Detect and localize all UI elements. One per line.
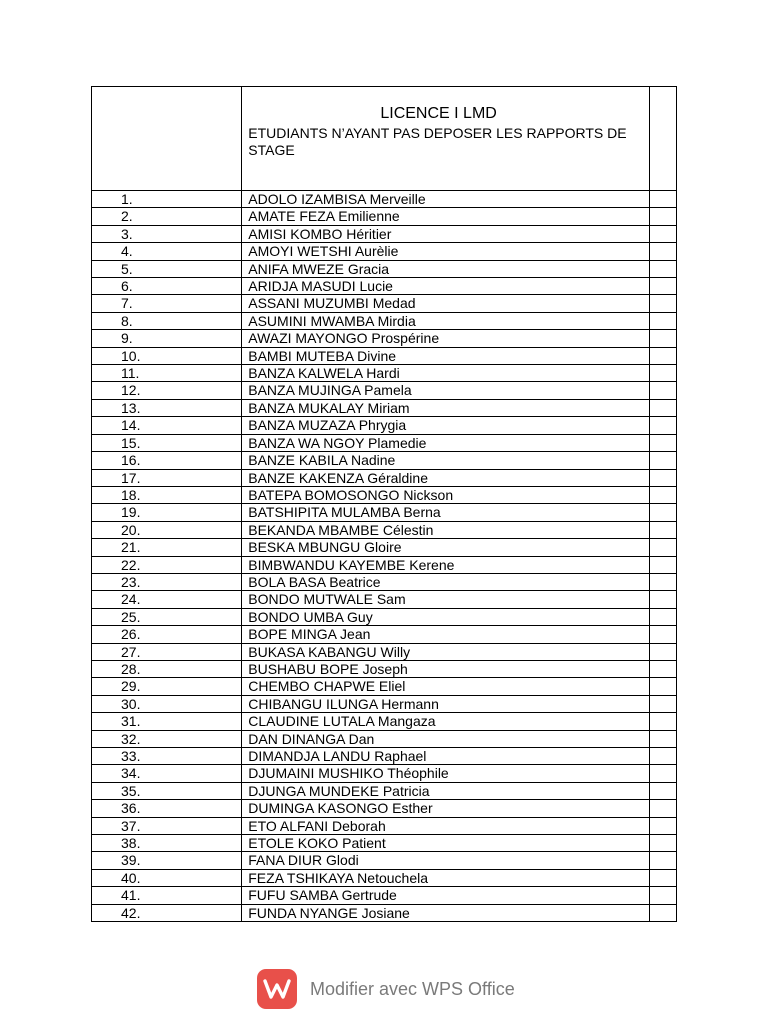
table-row — [92, 469, 677, 486]
table-row — [92, 748, 677, 765]
row-extra-cell — [649, 556, 676, 573]
row-number: 25. — [92, 608, 242, 625]
student-name: AMISI KOMBO Héritier — [242, 225, 650, 242]
student-name: CHIBANGU ILUNGA Hermann — [242, 695, 650, 712]
row-extra-cell — [649, 591, 676, 608]
row-number: 5. — [92, 260, 242, 277]
row-extra-cell — [649, 817, 676, 834]
row-extra-cell — [649, 521, 676, 538]
table-row — [92, 347, 677, 364]
row-number: 14. — [92, 417, 242, 434]
table-row — [92, 556, 677, 573]
row-number: 36. — [92, 800, 242, 817]
row-number: 29. — [92, 678, 242, 695]
table-row — [92, 504, 677, 521]
table-row — [92, 835, 677, 852]
table-row — [92, 225, 677, 242]
table-row — [92, 695, 677, 712]
row-number: 18. — [92, 486, 242, 503]
row-number: 11. — [92, 365, 242, 382]
student-name: BATSHIPITA MULAMBA Berna — [242, 504, 650, 521]
table-row — [92, 452, 677, 469]
student-name: DAN DINANGA Dan — [242, 730, 650, 747]
row-extra-cell — [649, 852, 676, 869]
row-number: 10. — [92, 347, 242, 364]
student-name: ETOLE KOKO Patient — [242, 835, 650, 852]
student-name: ARIDJA MASUDI Lucie — [242, 278, 650, 295]
row-extra-cell — [649, 835, 676, 852]
row-number: 6. — [92, 278, 242, 295]
table-row — [92, 312, 677, 329]
table-row — [92, 382, 677, 399]
row-extra-cell — [649, 452, 676, 469]
student-name: FUFU SAMBA Gertrude — [242, 887, 650, 904]
student-name: BATEPA BOMOSONGO Nickson — [242, 486, 650, 503]
row-number: 39. — [92, 852, 242, 869]
table-row — [92, 243, 677, 260]
row-number: 15. — [92, 434, 242, 451]
row-number: 24. — [92, 591, 242, 608]
student-name: DJUMAINI MUSHIKO Théophile — [242, 765, 650, 782]
student-name: BOPE MINGA Jean — [242, 626, 650, 643]
table-row — [92, 800, 677, 817]
row-number: 23. — [92, 573, 242, 590]
row-extra-cell — [649, 486, 676, 503]
student-name: FEZA TSHIKAYA Netouchela — [242, 869, 650, 886]
row-extra-cell — [649, 660, 676, 677]
student-name: DUMINGA KASONGO Esther — [242, 800, 650, 817]
table-row — [92, 869, 677, 886]
table-row — [92, 365, 677, 382]
row-number: 32. — [92, 730, 242, 747]
row-number: 28. — [92, 660, 242, 677]
row-number: 3. — [92, 225, 242, 242]
row-number: 38. — [92, 835, 242, 852]
student-name: BONDO UMBA Guy — [242, 608, 650, 625]
student-name: DJUNGA MUNDEKE Patricia — [242, 782, 650, 799]
table-row — [92, 486, 677, 503]
row-number: 30. — [92, 695, 242, 712]
student-name: ETO ALFANI Deborah — [242, 817, 650, 834]
student-name: DIMANDJA LANDU Raphael — [242, 748, 650, 765]
students-table — [91, 86, 677, 922]
student-name: BUKASA KABANGU Willy — [242, 643, 650, 660]
row-number: 22. — [92, 556, 242, 573]
row-extra-cell — [649, 695, 676, 712]
row-number: 17. — [92, 469, 242, 486]
row-extra-cell — [649, 765, 676, 782]
row-extra-cell — [649, 608, 676, 625]
row-number: 2. — [92, 208, 242, 225]
row-number: 20. — [92, 521, 242, 538]
student-name: BANZA MUJINGA Pamela — [242, 382, 650, 399]
row-extra-cell — [649, 469, 676, 486]
student-name: ANIFA MWEZE Gracia — [242, 260, 650, 277]
row-number: 27. — [92, 643, 242, 660]
student-name: AMATE FEZA Emilienne — [242, 208, 650, 225]
row-number: 37. — [92, 817, 242, 834]
row-extra-cell — [649, 782, 676, 799]
row-number: 12. — [92, 382, 242, 399]
row-extra-cell — [649, 208, 676, 225]
student-name: BOLA BASA Beatrice — [242, 573, 650, 590]
table-row — [92, 399, 677, 416]
row-extra-cell — [649, 260, 676, 277]
row-number: 41. — [92, 887, 242, 904]
student-name: BANZE KABILA Nadine — [242, 452, 650, 469]
table-row — [92, 852, 677, 869]
student-name: BEKANDA MBAMBE Célestin — [242, 521, 650, 538]
table-row — [92, 887, 677, 904]
student-name: ASSANI MUZUMBI Medad — [242, 295, 650, 312]
student-name: BANZA WA NGOY Plamedie — [242, 434, 650, 451]
row-extra-cell — [649, 434, 676, 451]
document-title: LICENCE I LMD — [380, 105, 497, 122]
row-number: 21. — [92, 539, 242, 556]
header-num-cell — [92, 87, 242, 191]
row-extra-cell — [649, 243, 676, 260]
table-row — [92, 608, 677, 625]
row-number: 16. — [92, 452, 242, 469]
student-name: BONDO MUTWALE Sam — [242, 591, 650, 608]
student-name: AWAZI MAYONGO Prospérine — [242, 330, 650, 347]
student-name: BAMBI MUTEBA Divine — [242, 347, 650, 364]
table-row — [92, 208, 677, 225]
student-name: BIMBWANDU KAYEMBE Kerene — [242, 556, 650, 573]
student-name: BUSHABU BOPE Joseph — [242, 660, 650, 677]
table-row — [92, 573, 677, 590]
row-number: 1. — [92, 191, 242, 208]
table-row — [92, 660, 677, 677]
row-extra-cell — [649, 887, 676, 904]
student-name: ASUMINI MWAMBA Mirdia — [242, 312, 650, 329]
row-extra-cell — [649, 730, 676, 747]
table-row — [92, 626, 677, 643]
student-name: CLAUDINE LUTALA Mangaza — [242, 713, 650, 730]
wps-edit-link[interactable]: Modifier avec WPS Office — [310, 978, 515, 999]
row-number: 4. — [92, 243, 242, 260]
row-extra-cell — [649, 643, 676, 660]
student-name: FANA DIUR Glodi — [242, 852, 650, 869]
row-extra-cell — [649, 347, 676, 364]
row-extra-cell — [649, 399, 676, 416]
table-row — [92, 904, 677, 921]
table-row — [92, 295, 677, 312]
row-number: 31. — [92, 713, 242, 730]
student-name: BANZA MUZAZA Phrygia — [242, 417, 650, 434]
row-number: 19. — [92, 504, 242, 521]
row-extra-cell — [649, 417, 676, 434]
row-number: 34. — [92, 765, 242, 782]
table-row — [92, 678, 677, 695]
row-extra-cell — [649, 869, 676, 886]
row-number: 8. — [92, 312, 242, 329]
table-row — [92, 434, 677, 451]
table-row — [92, 765, 677, 782]
table-row — [92, 713, 677, 730]
table-row — [92, 730, 677, 747]
table-row — [92, 278, 677, 295]
document-subtitle: ETUDIANTS N’AYANT PAS DEPOSER LES RAPPORTS DE STAGE — [248, 125, 627, 158]
table-row — [92, 521, 677, 538]
row-extra-cell — [649, 573, 676, 590]
row-extra-cell — [649, 800, 676, 817]
table-header-row — [92, 87, 677, 191]
table-row — [92, 817, 677, 834]
row-extra-cell — [649, 748, 676, 765]
student-name: CHEMBO CHAPWE Eliel — [242, 678, 650, 695]
table-row — [92, 539, 677, 556]
student-name: ADOLO IZAMBISA Merveille — [242, 191, 650, 208]
row-extra-cell — [649, 312, 676, 329]
row-number: 40. — [92, 869, 242, 886]
students-table-body — [92, 87, 677, 922]
student-name: BANZA KALWELA Hardi — [242, 365, 650, 382]
row-extra-cell — [649, 539, 676, 556]
student-name: BANZA MUKALAY Miriam — [242, 399, 650, 416]
wps-office-logo-icon[interactable] — [257, 969, 297, 1009]
row-extra-cell — [649, 278, 676, 295]
row-number: 7. — [92, 295, 242, 312]
row-extra-cell — [649, 626, 676, 643]
table-row — [92, 417, 677, 434]
wps-footer[interactable] — [257, 969, 515, 1009]
row-extra-cell — [649, 904, 676, 921]
row-number: 42. — [92, 904, 242, 921]
table-row — [92, 191, 677, 208]
row-number: 26. — [92, 626, 242, 643]
student-name: BESKA MBUNGU Gloire — [242, 539, 650, 556]
table-row — [92, 643, 677, 660]
student-name: FUNDA NYANGE Josiane — [242, 904, 650, 921]
table-row — [92, 591, 677, 608]
row-extra-cell — [649, 678, 676, 695]
table-row — [92, 782, 677, 799]
table-row — [92, 330, 677, 347]
row-extra-cell — [649, 365, 676, 382]
row-extra-cell — [649, 191, 676, 208]
row-number: 9. — [92, 330, 242, 347]
student-name: AMOYI WETSHI Aurèlie — [242, 243, 650, 260]
row-number: 35. — [92, 782, 242, 799]
row-number: 33. — [92, 748, 242, 765]
row-number: 13. — [92, 399, 242, 416]
row-extra-cell — [649, 504, 676, 521]
table-row — [92, 260, 677, 277]
row-extra-cell — [649, 295, 676, 312]
student-name: BANZE KAKENZA Géraldine — [242, 469, 650, 486]
header-title-cell — [242, 87, 650, 191]
row-extra-cell — [649, 713, 676, 730]
row-extra-cell — [649, 330, 676, 347]
header-extra-cell — [649, 87, 676, 191]
row-extra-cell — [649, 382, 676, 399]
row-extra-cell — [649, 225, 676, 242]
